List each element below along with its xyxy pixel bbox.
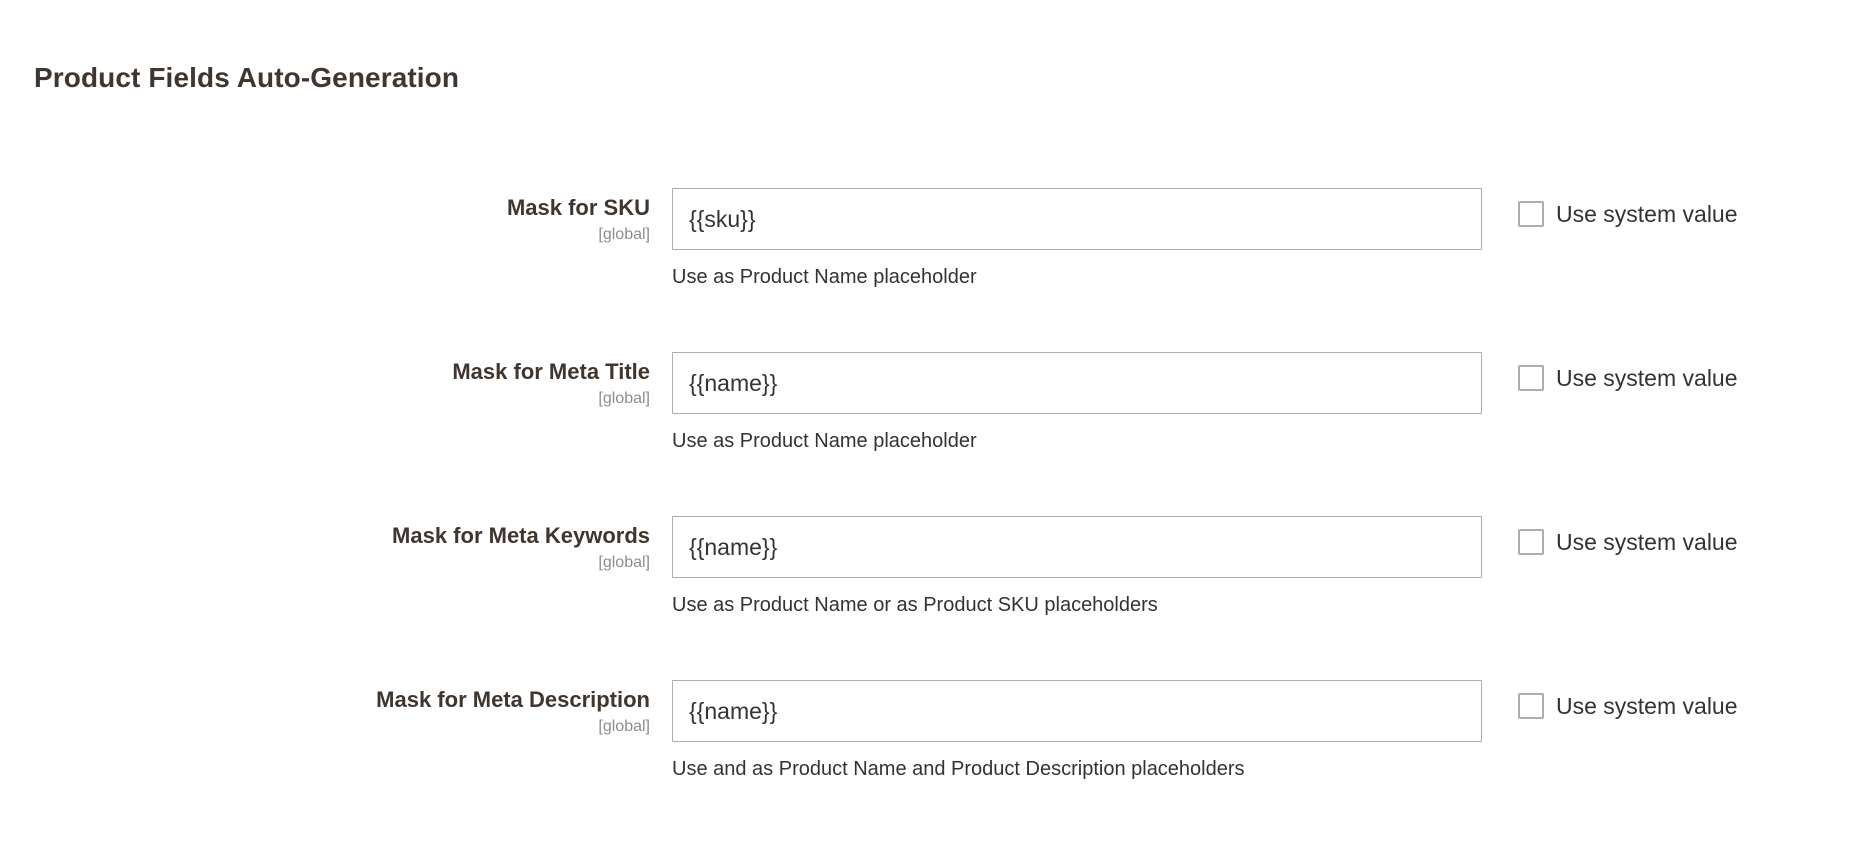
field-label-block xyxy=(90,194,650,246)
mask-for-sku-input[interactable] xyxy=(672,188,1482,250)
use-system-value-label: Use system value xyxy=(1556,529,1738,555)
field-label-block xyxy=(90,522,650,574)
field-input-block xyxy=(672,188,1482,290)
checkbox-unchecked-icon[interactable] xyxy=(1518,529,1544,555)
use-system-value-toggle[interactable] xyxy=(1518,693,1738,719)
use-system-value-label: Use system value xyxy=(1556,693,1738,719)
field-row xyxy=(0,500,1862,664)
checkbox-unchecked-icon[interactable] xyxy=(1518,365,1544,391)
field-scope: [global] xyxy=(598,554,650,571)
field-label: Mask for Meta Keywords xyxy=(392,523,650,548)
field-scope: [global] xyxy=(598,390,650,407)
checkbox-unchecked-icon[interactable] xyxy=(1518,201,1544,227)
use-system-value-label: Use system value xyxy=(1556,201,1738,227)
mask-for-meta-keywords-input[interactable] xyxy=(672,516,1482,578)
field-row xyxy=(0,172,1862,336)
use-system-value-toggle[interactable] xyxy=(1518,529,1738,555)
settings-field-list xyxy=(0,172,1862,828)
use-system-value-toggle[interactable] xyxy=(1518,365,1738,391)
field-note: Use and as Product Name and Product Description placeholders xyxy=(672,758,1245,780)
field-row xyxy=(0,336,1862,500)
field-note: Use as Product Name or as Product SKU placeholders xyxy=(672,594,1158,616)
field-label: Mask for Meta Description xyxy=(376,687,650,712)
field-scope: [global] xyxy=(598,226,650,243)
mask-for-meta-title-input[interactable] xyxy=(672,352,1482,414)
field-scope: [global] xyxy=(598,718,650,735)
field-input-block xyxy=(672,516,1482,618)
page-title: Product Fields Auto-Generation xyxy=(34,62,460,93)
use-system-value-label: Use system value xyxy=(1556,365,1738,391)
field-label: Mask for SKU xyxy=(506,195,650,220)
mask-for-meta-description-input[interactable] xyxy=(672,680,1482,742)
field-note: Use as Product Name placeholder xyxy=(672,266,977,288)
field-input-block xyxy=(672,680,1482,782)
field-note: Use as Product Name placeholder xyxy=(672,430,977,452)
field-label-block xyxy=(90,358,650,410)
field-row xyxy=(0,664,1862,828)
field-label-block xyxy=(90,686,650,738)
checkbox-unchecked-icon[interactable] xyxy=(1518,693,1544,719)
field-input-block xyxy=(672,352,1482,454)
use-system-value-toggle[interactable] xyxy=(1518,201,1738,227)
field-label: Mask for Meta Title xyxy=(452,359,650,384)
